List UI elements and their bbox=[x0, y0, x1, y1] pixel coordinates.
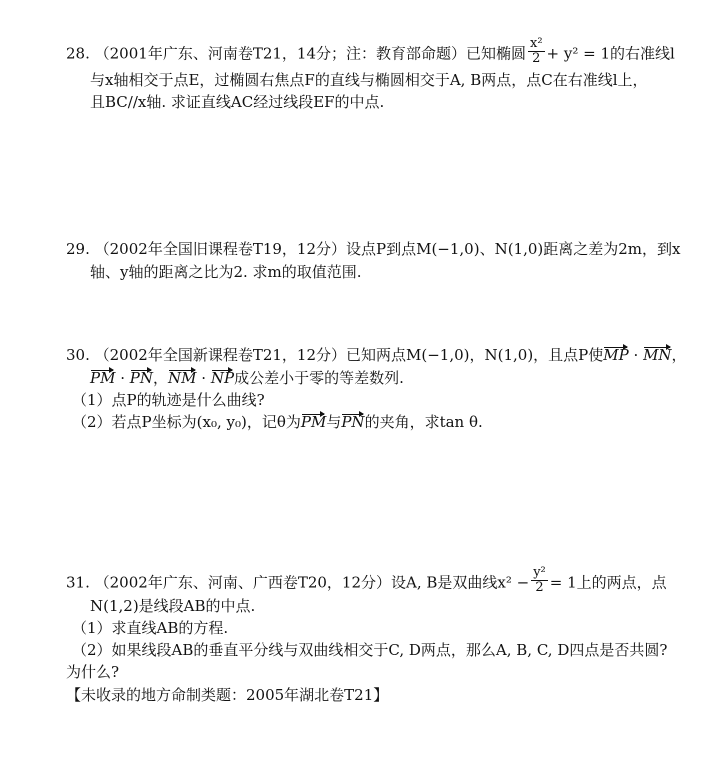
problem-31-note: 【未收录的地方命制类题：2005年湖北卷T21】 bbox=[66, 686, 389, 704]
problem-31-part-2: （2）如果线段AB的垂直平分线与双曲线相交于C, D两点，那么A, B, C, D四点是否共圆? bbox=[72, 641, 668, 659]
problem-30-intro: （2002年全国新课程卷T21，12分）已知两点M(−1,0)，N(1,0)，且点P使 bbox=[94, 346, 604, 364]
problem-28-line-1 bbox=[66, 36, 675, 69]
problem-30-line-1 bbox=[66, 346, 687, 364]
problem-30-number: 30. bbox=[66, 346, 90, 364]
comma: ， bbox=[153, 369, 169, 387]
problem-30-part-2 bbox=[72, 413, 483, 431]
problem-31-part-2-cont: 为什么? bbox=[66, 663, 120, 681]
part-2-intro: （2）若点P坐标为(x₀, y₀)，记θ为 bbox=[72, 413, 301, 431]
problem-31-number: 31. bbox=[66, 573, 90, 592]
problem-31-equation-rest: = 1上的两点，点 bbox=[549, 573, 667, 592]
hyperbola-fraction bbox=[531, 566, 548, 595]
vector-mn: MN bbox=[643, 346, 672, 364]
problem-29-line-2: 轴、y轴的距离之比为2. 求m的取值范围. bbox=[90, 263, 362, 281]
dot-operator: · bbox=[201, 369, 207, 387]
problem-30-line-2-end: 成公差小于零的等差数列. bbox=[234, 369, 404, 387]
fraction-denominator: 2 bbox=[532, 51, 541, 66]
problem-28-intro: （2001年广东、河南卷T21，14分；注：教育部命题）已知椭圆 bbox=[94, 44, 526, 63]
problem-31-line-1 bbox=[66, 565, 667, 598]
problem-31-part-1: （1）求直线AB的方程. bbox=[72, 619, 229, 637]
problem-29-line-1 bbox=[66, 240, 681, 258]
problem-31-intro: （2002年广东、河南、广西卷T20，12分）设A, B是双曲线x² − bbox=[94, 573, 530, 592]
part-2-and: 与 bbox=[326, 413, 342, 431]
problem-28-line-3: 且BC//x轴. 求证直线AC经过线段EF的中点. bbox=[90, 93, 385, 111]
problem-29-text: （2002年全国旧课程卷T19，12分）设点P到点M(−1,0)、N(1,0)距离之差为2m，到x bbox=[94, 240, 681, 258]
problem-28-equation-rest: + y² = 1的右准线l bbox=[546, 44, 675, 63]
dot-operator: · bbox=[633, 346, 639, 364]
vector-pn: PN bbox=[129, 369, 154, 387]
vector-mp: MP bbox=[603, 346, 629, 364]
problem-30-part-1: （1）点P的轨迹是什么曲线? bbox=[72, 391, 265, 409]
vector-pm: PM bbox=[90, 369, 116, 387]
fraction-denominator: 2 bbox=[535, 580, 544, 595]
ellipse-fraction bbox=[528, 37, 545, 66]
vector-np: NP bbox=[210, 369, 235, 387]
problem-28-number: 28. bbox=[66, 44, 90, 63]
dot-operator: · bbox=[120, 369, 126, 387]
vector-nm: NM bbox=[168, 369, 197, 387]
problem-28-line-2: 与x轴相交于点E，过椭圆右焦点F的直线与椭圆相交于A, B两点，点C在右准线l上， bbox=[90, 71, 648, 89]
part-2-end: 的夹角，求tan θ. bbox=[364, 413, 483, 431]
problem-31-line-2: N(1,2)是线段AB的中点. bbox=[90, 597, 256, 615]
problem-30-line-2 bbox=[90, 369, 404, 387]
vector-pm: PM bbox=[300, 413, 327, 431]
vector-pn: PN bbox=[341, 413, 365, 431]
fraction-numerator: y² bbox=[533, 565, 546, 580]
fraction-numerator: x² bbox=[530, 36, 543, 51]
comma: ， bbox=[671, 346, 687, 364]
problem-29-number: 29. bbox=[66, 240, 90, 258]
